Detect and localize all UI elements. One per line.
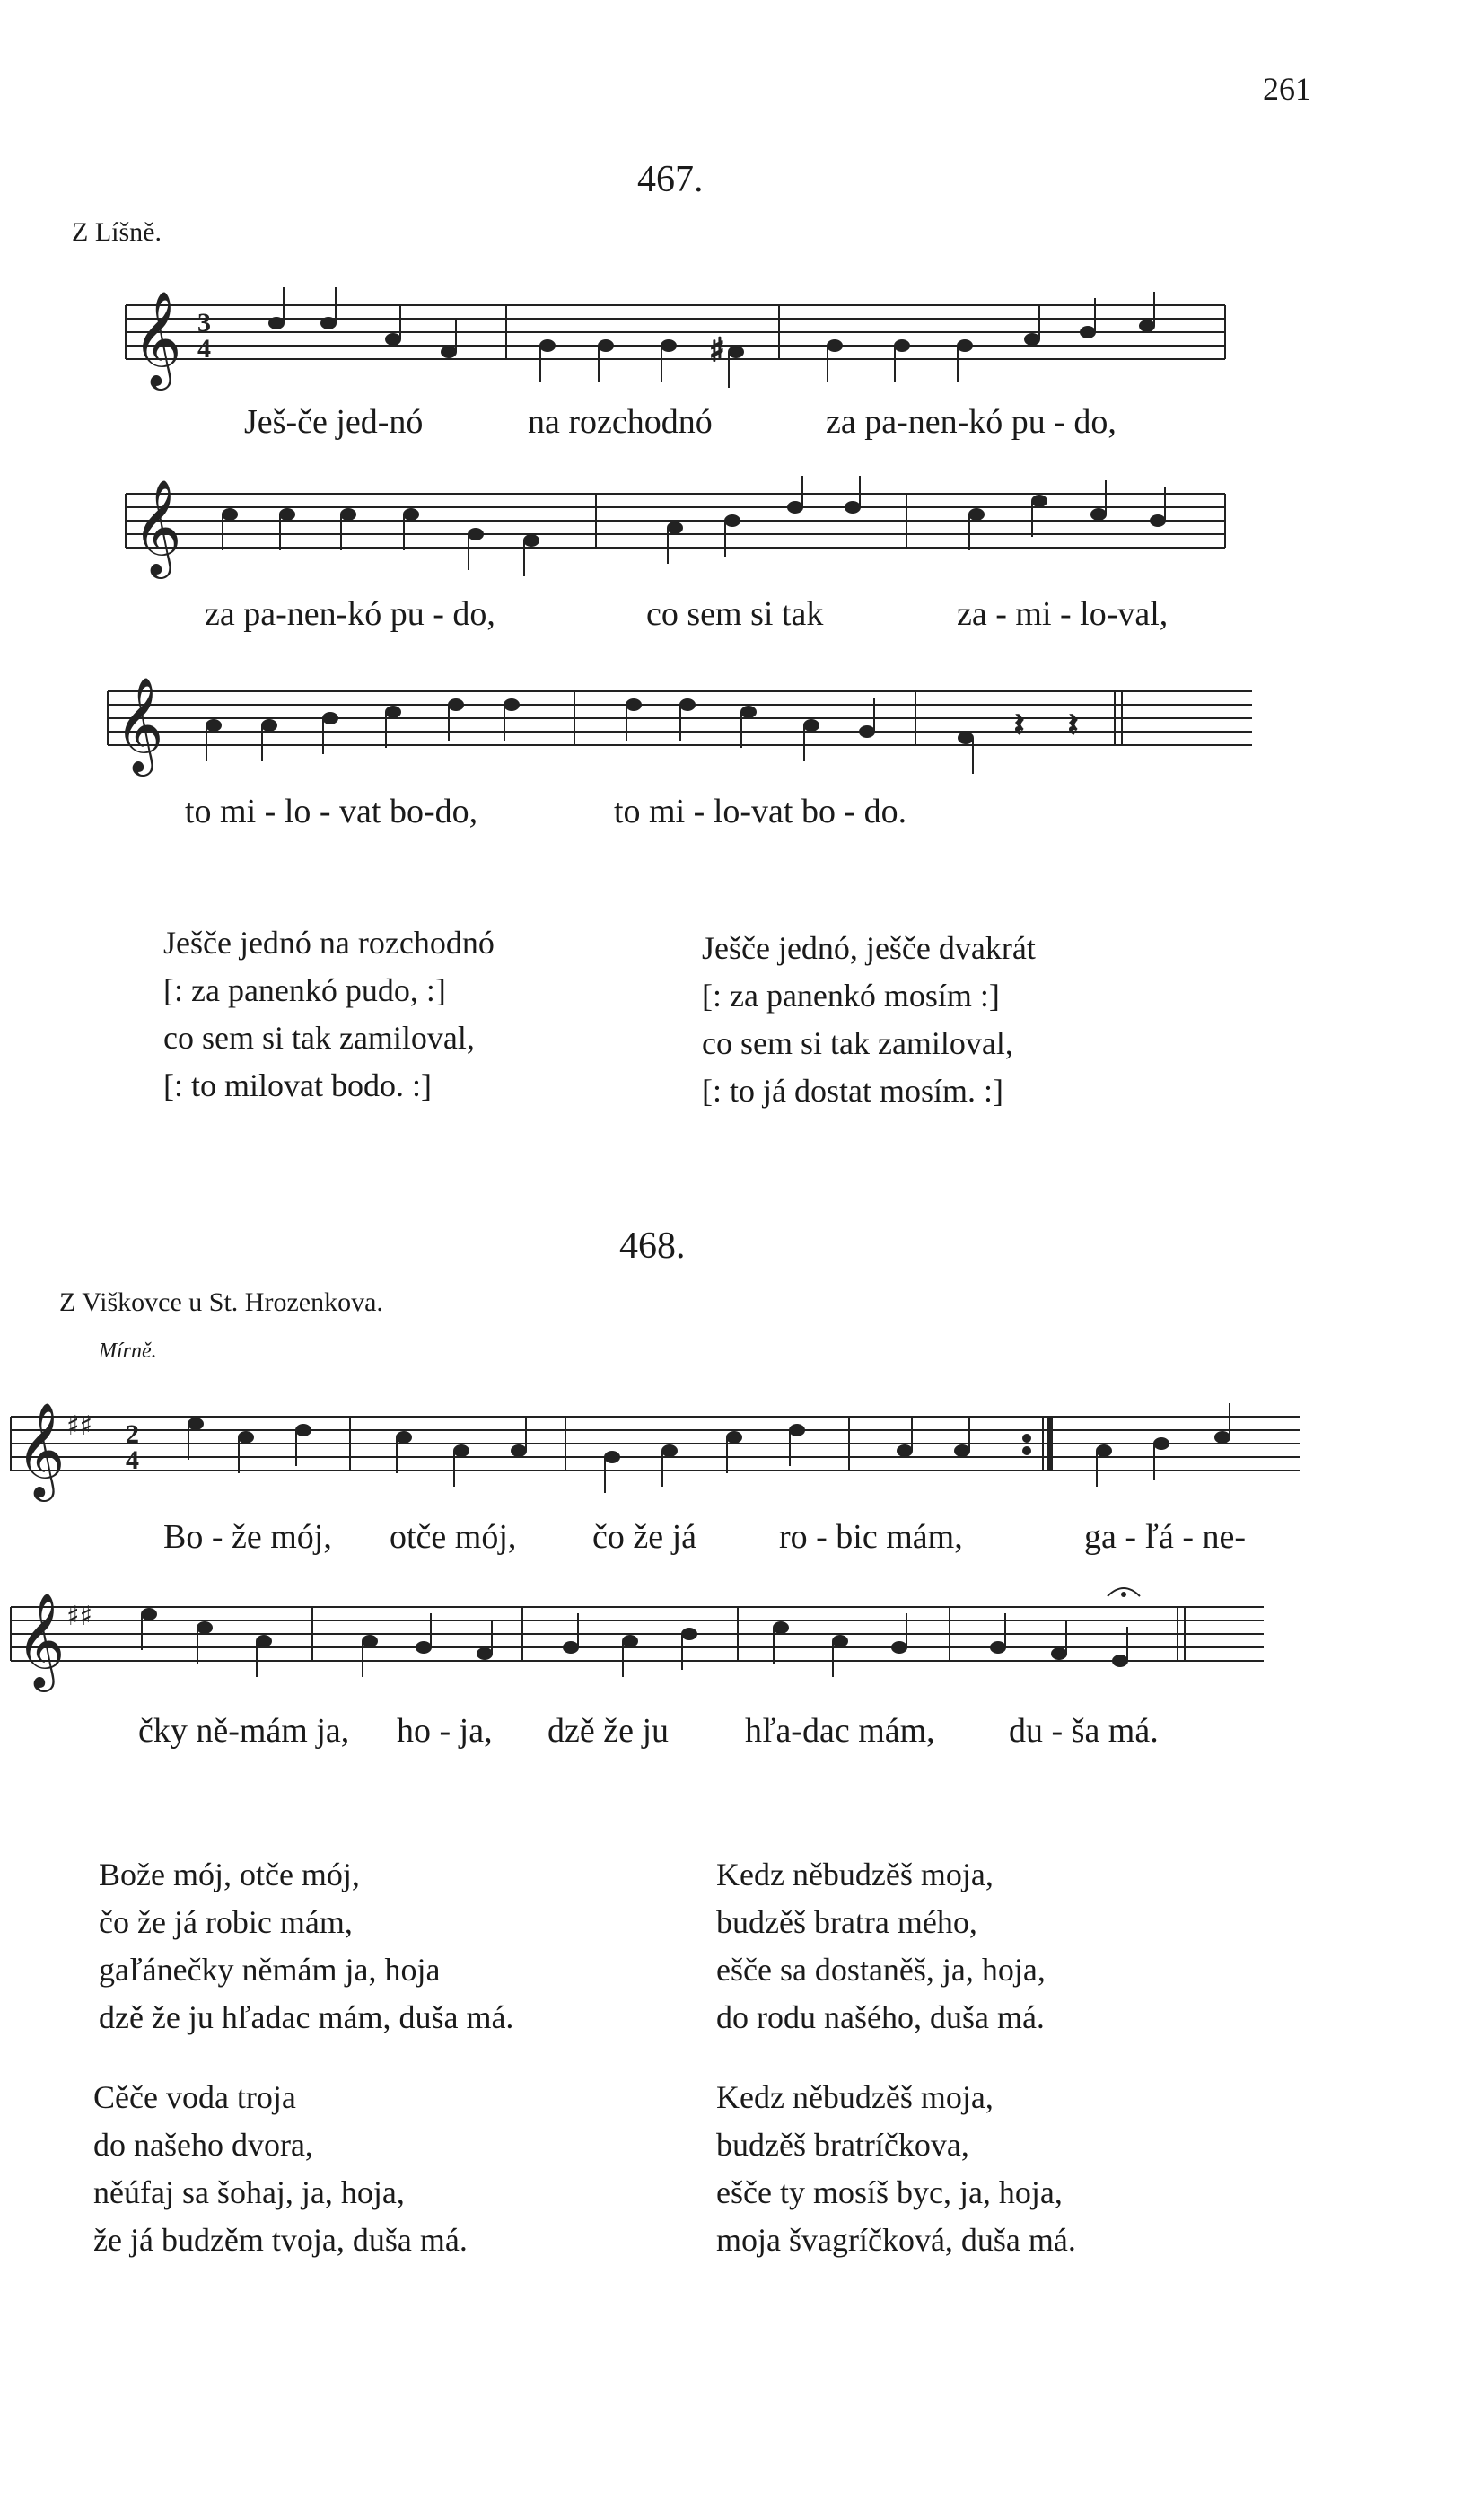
note <box>323 713 337 724</box>
verse-line: Cěče voda troja <box>93 2079 296 2115</box>
time-signature-top: 3 <box>197 308 211 338</box>
lyric-segment: co sem si tak <box>646 595 824 633</box>
note <box>955 1445 969 1456</box>
note <box>804 720 819 731</box>
note <box>239 1432 253 1443</box>
note <box>142 1609 156 1620</box>
note <box>623 1636 637 1646</box>
lyric-segment: ho - ja, <box>397 1712 493 1750</box>
treble-clef: 𝄞 <box>133 479 182 575</box>
lyric-segment: za - mi - lo-val, <box>957 595 1169 633</box>
verse-line: do našeho dvora, <box>93 2127 313 2163</box>
note <box>599 340 613 351</box>
verse <box>716 1851 1046 2041</box>
note <box>1032 496 1047 506</box>
treble-clef: 𝄞 <box>115 676 164 772</box>
key-signature: ♯♯ <box>66 1410 93 1442</box>
note <box>898 1445 912 1456</box>
note <box>449 699 463 710</box>
note <box>626 699 641 710</box>
note <box>524 535 539 546</box>
verse-line: něúfaj sa šohaj, ja, hoja, <box>93 2174 405 2210</box>
verse <box>99 1851 513 2041</box>
note <box>1154 1438 1169 1449</box>
page-number: 261 <box>1263 71 1311 107</box>
verse-line: co sem si tak zamiloval, <box>702 1025 1013 1061</box>
verse-line: Ješče jednó, ješče dvakrát <box>702 930 1036 966</box>
verse-line: že já budzěm tvoja, duša má. <box>93 2222 468 2258</box>
tempo-marking: Mírně. <box>99 1339 157 1363</box>
verse <box>93 2074 468 2264</box>
verse-line: ešče ty mosíš byc, ja, hoja, <box>716 2174 1063 2210</box>
note <box>269 318 284 329</box>
treble-clef: 𝄞 <box>133 290 182 386</box>
verse-line: budzěš bratríčkova, <box>716 2127 969 2163</box>
note <box>223 509 237 520</box>
note <box>828 340 842 351</box>
note <box>454 1445 469 1456</box>
note <box>404 509 418 520</box>
treble-clef: 𝄞 <box>16 1401 66 1497</box>
note <box>668 522 682 533</box>
note <box>1140 320 1154 331</box>
note <box>727 1432 741 1443</box>
note <box>605 1452 619 1462</box>
note <box>845 502 860 513</box>
note <box>504 699 519 710</box>
lyric-line <box>0 1711 1480 1756</box>
lyric-line <box>0 594 1480 639</box>
note <box>729 347 743 357</box>
sharp-sign: ♯ <box>709 332 725 369</box>
time-signature-bottom: 4 <box>197 334 211 364</box>
lyric-segment: to mi - lo - vat bo-do, <box>185 793 478 830</box>
note <box>1052 1648 1066 1659</box>
treble-clef: 𝄞 <box>16 1592 66 1688</box>
lyric-segment: otče mój, <box>390 1518 517 1556</box>
note <box>296 1425 311 1436</box>
note <box>788 502 802 513</box>
note <box>188 1418 203 1429</box>
lyric-segment: čky ně-mám ja, <box>138 1712 350 1750</box>
rest: 𝄽 <box>1068 707 1079 744</box>
music-staff <box>11 1399 1303 1533</box>
lyric-segment: za pa-nen-kó pu - do, <box>826 403 1117 441</box>
lyric-segment: ro - bic mám, <box>779 1518 963 1556</box>
verse-line: [: to já dostat mosím. :] <box>702 1073 1003 1109</box>
note <box>1097 1445 1111 1456</box>
note <box>725 515 740 526</box>
music-staff <box>11 1589 1267 1724</box>
lyric-segment: hľa-dac mám, <box>745 1712 935 1750</box>
note <box>197 1622 212 1633</box>
note <box>206 720 221 731</box>
song-origin: Z Líšně. <box>72 217 162 247</box>
note <box>280 509 294 520</box>
note <box>564 1642 578 1653</box>
lyric-segment: to mi - lo-vat bo - do. <box>614 793 907 830</box>
lyric-line <box>0 402 1480 447</box>
time-signature-top: 2 <box>126 1419 139 1449</box>
note <box>680 699 695 710</box>
verse-line: moja švagríčková, duša má. <box>716 2222 1076 2258</box>
note <box>969 509 984 520</box>
lyric-segment: Bo - že mój, <box>163 1518 332 1556</box>
note <box>442 347 456 357</box>
note <box>682 1629 696 1639</box>
note <box>512 1445 526 1456</box>
note <box>262 720 276 731</box>
note <box>257 1636 271 1646</box>
verse-line: Kedz něbudzěš moja, <box>716 2079 994 2115</box>
lyric-segment: čo že já <box>592 1518 697 1556</box>
verse-line: [: to milovat bodo. :] <box>163 1067 432 1103</box>
note <box>321 318 336 329</box>
note <box>416 1642 431 1653</box>
lyric-segment: Ješ-če jed-nó <box>244 403 424 441</box>
note <box>363 1636 377 1646</box>
repeat-dot <box>1023 1447 1030 1454</box>
verse-line: co sem si tak zamiloval, <box>163 1020 475 1056</box>
note <box>477 1648 492 1659</box>
note <box>958 340 972 351</box>
verse <box>702 925 1036 1115</box>
music-staff <box>126 476 1230 610</box>
lyric-line <box>0 792 1480 837</box>
note <box>341 509 355 520</box>
verse-line: [: za panenkó mosím :] <box>702 978 1000 1014</box>
verse-line: Kedz něbudzěš moja, <box>716 1857 994 1892</box>
note <box>386 707 400 717</box>
note <box>1081 327 1095 338</box>
note <box>386 334 400 345</box>
verse <box>716 2074 1076 2264</box>
note <box>1215 1432 1230 1443</box>
note <box>790 1425 804 1436</box>
note <box>469 529 483 540</box>
note <box>860 726 874 737</box>
note <box>991 1642 1005 1653</box>
repeat-dot <box>1023 1435 1030 1442</box>
verse-line: [: za panenkó pudo, :] <box>163 972 446 1008</box>
rest: 𝄽 <box>1014 707 1025 744</box>
verse-line: ešče sa dostaněš, ja, hoja, <box>716 1952 1046 1988</box>
note <box>397 1432 411 1443</box>
song-number: 468. <box>619 1225 686 1267</box>
note <box>1091 509 1106 520</box>
note <box>774 1622 788 1633</box>
verse-line: čo že já robic mám, <box>99 1904 353 1940</box>
verse-line: budzěš bratra mého, <box>716 1904 977 1940</box>
lyric-segment: dzě že ju <box>547 1712 670 1750</box>
note <box>1025 334 1039 345</box>
note <box>741 707 756 717</box>
note <box>959 733 973 743</box>
verse-line: Bože mój, otče mój, <box>99 1857 360 1892</box>
time-signature-bottom: 4 <box>126 1445 139 1475</box>
note <box>662 1445 677 1456</box>
note <box>895 340 909 351</box>
note <box>661 340 676 351</box>
lyric-segment: du - ša má. <box>1009 1712 1159 1750</box>
lyric-segment: ga - ľá - ne- <box>1084 1518 1246 1556</box>
note <box>540 340 555 351</box>
lyric-line <box>0 1517 1480 1562</box>
verse-line: gaľánečky němám ja, hoja <box>99 1952 441 1988</box>
note <box>833 1636 847 1646</box>
note <box>892 1642 906 1653</box>
verse-line: do rodu našého, duša má. <box>716 1999 1045 2035</box>
lyric-segment: na rozchodnó <box>528 403 713 441</box>
song-origin: Z Viškovce u St. Hrozenkova. <box>59 1287 383 1317</box>
verse-line: dzě že ju hľadac mám, duša má. <box>99 1999 514 2035</box>
note <box>1151 515 1165 526</box>
key-signature: ♯♯ <box>66 1601 93 1632</box>
verse-line: Ješče jednó na rozchodnó <box>163 925 495 961</box>
note <box>1113 1655 1127 1666</box>
fermata-dot <box>1121 1592 1126 1597</box>
verse <box>163 919 495 1110</box>
lyric-segment: za pa-nen-kó pu - do, <box>205 595 495 633</box>
song-number: 467. <box>637 159 704 200</box>
music-staff <box>108 673 1257 808</box>
